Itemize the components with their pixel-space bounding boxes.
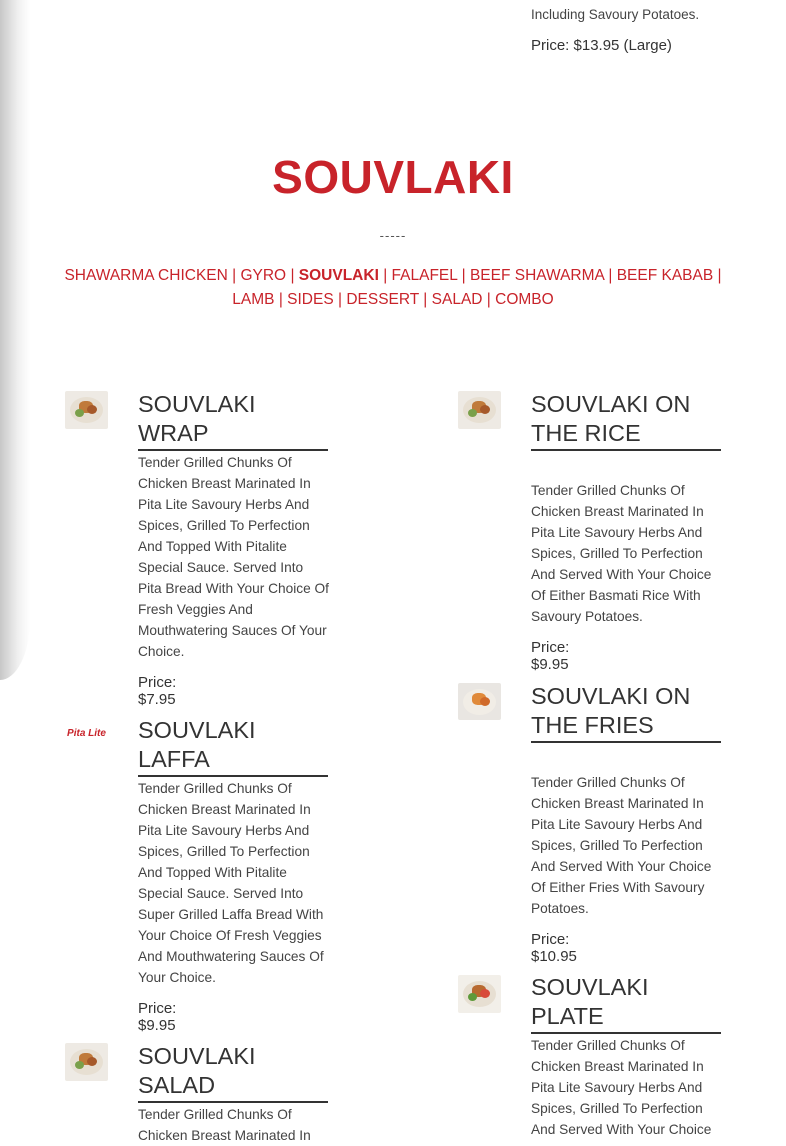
section-title: SOUVLAKI <box>272 151 514 203</box>
previous-item-price: Price: $13.95 (Large) <box>531 37 672 54</box>
item-price: Price: $9.95 <box>138 1000 177 1034</box>
item-price: Price: $10.95 <box>531 931 577 965</box>
item-title: SOUVLAKI WRAP <box>138 390 328 451</box>
category-link-combo[interactable]: COMBO <box>495 291 554 308</box>
nav-separator: | <box>608 267 617 284</box>
souvlaki-plate-image[interactable] <box>458 975 501 1013</box>
nav-separator: | <box>383 267 392 284</box>
nav-separator: | <box>423 291 432 308</box>
section-divider: ----- <box>379 228 407 243</box>
item-description: Tender Grilled Chunks Of Chicken Breast Marinated In <box>138 1107 311 1143</box>
souvlaki-wrap-image[interactable] <box>65 391 108 429</box>
category-link-salad[interactable]: SALAD <box>431 291 483 308</box>
item-title: SOUVLAKI SALAD <box>138 1042 328 1103</box>
nav-separator: | <box>337 291 347 308</box>
souvlaki-fries-image[interactable] <box>458 683 501 720</box>
category-link-beef-shawarma[interactable]: BEEF SHAWARMA <box>469 267 605 284</box>
category-link-souvlaki[interactable]: SOUVLAKI <box>298 267 379 284</box>
category-nav <box>55 264 731 312</box>
category-link-dessert[interactable]: DESSERT <box>346 291 419 308</box>
item-description: Tender Grilled Chunks Of Chicken Breast Marinated In Pita Lite Savoury Herbs And Spices, Grilled To Perfection And Topped With Pitalite Special Sauce. Served Into Pita Bread With Your Choice Of Fresh Veggies And Mouthwatering Sauces Of Your Choice. <box>138 455 329 659</box>
item-description: Tender Grilled Chunks Of Chicken Breast Marinated In Pita Lite Savoury Herbs And Spices, Grilled To Perfection And Served With Your Choice <box>531 1038 712 1137</box>
category-link-lamb[interactable]: LAMB <box>232 291 275 308</box>
nav-separator: | <box>278 291 288 308</box>
category-link-shawarma-chicken[interactable]: SHAWARMA CHICKEN <box>64 267 228 284</box>
item-description: Tender Grilled Chunks Of Chicken Breast Marinated In Pita Lite Savoury Herbs And Spices, Grilled To Perfection And Served With Your Choice Of Either Fries With Savoury Potatoes. <box>531 775 712 916</box>
item-price: Price: $7.95 <box>138 674 177 708</box>
nav-separator: | <box>290 267 299 284</box>
nav-separator: | <box>486 291 496 308</box>
nav-separator: | <box>461 267 470 284</box>
category-link-sides[interactable]: SIDES <box>287 291 334 308</box>
item-title: SOUVLAKI LAFFA <box>138 716 328 777</box>
logo-text: Pita Lite <box>67 728 106 739</box>
item-description: Tender Grilled Chunks Of Chicken Breast Marinated In Pita Lite Savoury Herbs And Spices, Grilled To Perfection And Served With Your Choice Of Either Basmati Rice With Savoury Potatoes. <box>531 483 712 624</box>
page-edge-shadow <box>0 0 30 680</box>
category-link-gyro[interactable]: GYRO <box>240 267 287 284</box>
souvlaki-rice-image[interactable] <box>458 391 501 429</box>
nav-separator: | <box>232 267 241 284</box>
item-price: Price: $9.95 <box>531 639 570 673</box>
category-link-falafel[interactable]: FALAFEL <box>391 267 458 284</box>
category-link-beef-kabab[interactable]: BEEF KABAB <box>616 267 714 284</box>
item-description: Tender Grilled Chunks Of Chicken Breast Marinated In Pita Lite Savoury Herbs And Spices, Grilled To Perfection And Topped With Pitalite Special Sauce. Served Into Super Grilled Laffa Bread With Your Choice Of Fresh Veggies And Mouthwatering Sauces Of Your Choice. <box>138 781 324 985</box>
item-title: SOUVLAKI ON THE FRIES <box>531 682 721 743</box>
item-title: SOUVLAKI ON THE RICE <box>531 390 721 451</box>
souvlaki-salad-image[interactable] <box>65 1043 108 1081</box>
pita-lite-logo[interactable] <box>65 717 108 755</box>
nav-separator: | <box>717 267 722 284</box>
item-title: SOUVLAKI PLATE <box>531 973 721 1034</box>
previous-item-description: Including Savoury Potatoes. <box>531 7 700 22</box>
